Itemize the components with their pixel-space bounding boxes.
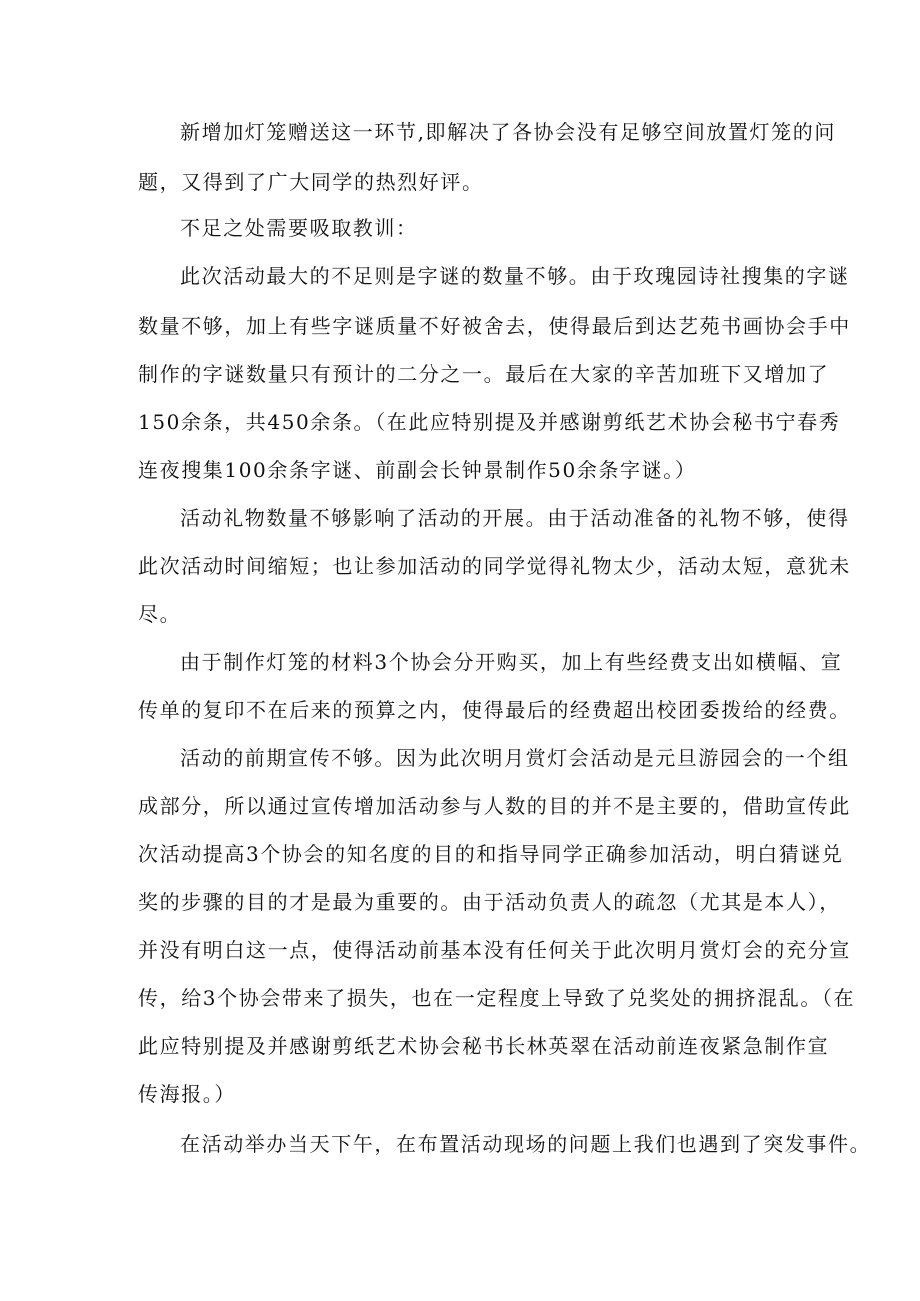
text-line: 连夜搜集100余条字谜、前副会长钟景制作50余条字谜。） [138, 458, 697, 482]
text-line: 活动的前期宣传不够。因为此次明月赏灯会活动是元旦游园会的一个组 [180, 746, 850, 770]
text-line: 活动礼物数量不够影响了活动的开展。由于活动准备的礼物不够，使得 [180, 506, 850, 530]
text-line: 并没有明白这一点，使得活动前基本没有任何关于此次明月赏灯会的充分宣 [138, 938, 851, 962]
text-line: 传，给3个协会带来了损失，也在一定程度上导致了兑奖处的拥挤混乱。（在 [138, 986, 856, 1010]
text-line: 传海报。） [138, 1082, 236, 1106]
text-line: 数量不够，加上有些字谜质量不好被舍去，使得最后到达艺苑书画协会手中 [138, 314, 851, 338]
text-line: 在活动举办当天下午，在布置活动现场的问题上我们也遇到了突发事件。 [180, 1132, 872, 1156]
text-line: 此次活动时间缩短；也让参加活动的同学觉得礼物太少，活动太短，意犹未 [138, 554, 851, 578]
text-line: 尽。 [138, 602, 182, 626]
text-line: 奖的步骤的目的才是最为重要的。由于活动负责人的疏忽（尤其是本人）， [138, 890, 841, 914]
text-line: 此应特别提及并感谢剪纸艺术协会秘书长林英翠在活动前连夜紧急制作宣 [138, 1034, 830, 1058]
text-line: 150余条，共450余条。（在此应特别提及并感谢剪纸艺术协会秘书宁春秀 [138, 410, 841, 434]
text-line: 新增加灯笼赠送这一环节,即解决了各协会没有足够空间放置灯笼的问 [180, 120, 836, 144]
text-line: 成部分，所以通过宣传增加活动参与人数的目的并不是主要的，借助宣传此 [138, 794, 851, 818]
text-line: 次活动提高3个协会的知名度的目的和指导同学正确参加活动，明白猜谜兑 [138, 842, 844, 866]
text-line: 制作的字谜数量只有预计的二分之一。最后在大家的辛苦加班下又增加了 [138, 362, 830, 386]
text-line: 题，又得到了广大同学的热烈好评。 [138, 170, 484, 194]
text-line: 由于制作灯笼的材料3个协会分开购买，加上有些经费支出如横幅、宣 [180, 650, 843, 674]
text-line: 传单的复印不在后来的预算之内，使得最后的经费超出校团委拨给的经费。 [138, 698, 851, 722]
text-line: 此次活动最大的不足则是字谜的数量不够。由于玫瑰园诗社搜集的字谜 [180, 264, 850, 288]
section-heading: 不足之处需要吸取教训： [180, 216, 418, 240]
